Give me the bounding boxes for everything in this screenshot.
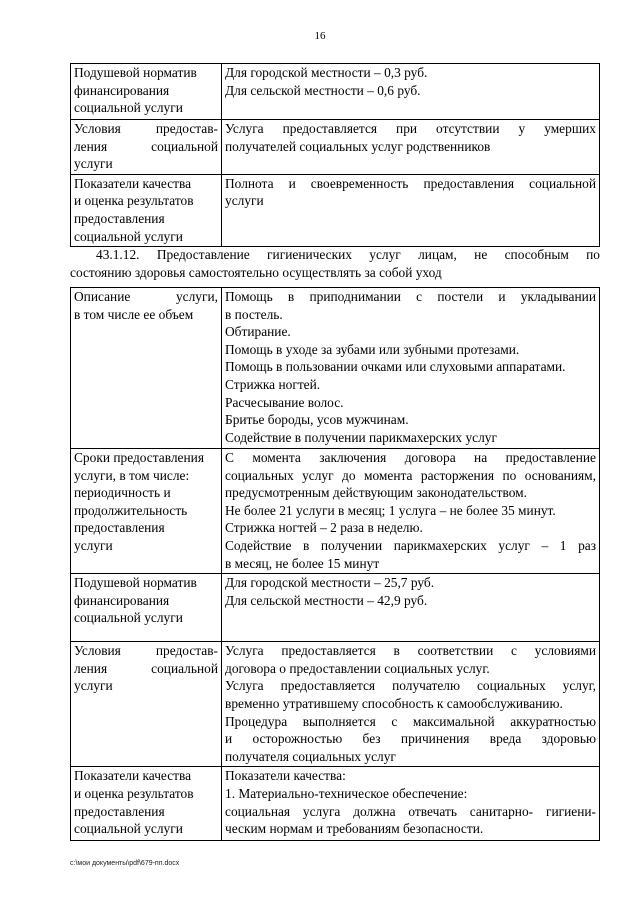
text-line: Сроки предоставления	[74, 450, 204, 465]
row-value	[222, 288, 600, 449]
text-line: социальной услуги	[74, 821, 183, 837]
text-line: Показатели качества	[74, 768, 192, 784]
text-line: Не более 21 услуги в месяц; 1 услуга – не более 35 минут.	[225, 502, 556, 518]
text-line: услуги	[74, 678, 113, 694]
table-row	[71, 642, 600, 767]
text-line: услуги	[74, 156, 113, 172]
text-line: Стрижка ногтей – 2 раза в неделю.	[225, 520, 423, 536]
row-label	[71, 120, 222, 175]
text-line: Условия предостав-	[74, 121, 218, 136]
text-line: Для городской местности – 0,3 руб.	[225, 65, 428, 80]
text-line: услуги	[225, 193, 264, 209]
text-line: предоставления	[74, 210, 165, 226]
text-line: социальной услуги	[74, 100, 183, 116]
text-line: Услуга предоставляется получателю социальных услуг,	[225, 678, 596, 694]
text-line: Стрижка ногтей.	[225, 376, 321, 392]
text-line: получателя социальных услуг	[225, 748, 396, 764]
text-line: социальной услуги	[74, 228, 183, 244]
row-label	[71, 574, 222, 642]
text-line: и осторожностью без причинения вреда здоровью	[225, 731, 596, 747]
text-line: Помощь в пользовании очками или слуховыми аппаратами.	[225, 359, 566, 375]
table-row	[71, 64, 600, 120]
table-row	[71, 120, 600, 175]
row-label	[71, 174, 222, 246]
text-line: 1. Материально-техническое обеспечение:	[225, 785, 468, 801]
text-line: Содействие в получении парикмахерских услуг – 1 раз	[225, 537, 596, 553]
row-label	[71, 642, 222, 767]
text-line: социальной услуги	[74, 610, 183, 626]
text-line: Бритье бороды, усов мужчинам.	[225, 412, 409, 428]
text-line: предоставления	[74, 803, 165, 819]
row-value	[222, 174, 600, 246]
text-line: Для городской местности – 25,7 руб.	[225, 575, 435, 591]
text-line: Полнота и своевременность предоставления социальной	[225, 175, 596, 191]
text-line: и оценка результатов	[74, 193, 194, 209]
text-line: Услуга предоставляется в соответствии с условиями	[225, 643, 596, 659]
row-label	[71, 64, 222, 120]
text-line: договора о предоставлении социальных услуг.	[225, 660, 490, 676]
section-heading	[70, 246, 600, 282]
table-row	[71, 449, 600, 574]
text-line: продолжительность	[74, 502, 188, 518]
row-value	[222, 64, 600, 120]
text-line: Показатели качества	[74, 175, 192, 191]
text-line: социальных услуг до момента расторжения по основаниям,	[225, 467, 596, 483]
page-number: 16	[314, 30, 326, 42]
text-line: Услуга предоставляется при отсутствии у умерших	[225, 121, 596, 136]
table-row	[71, 174, 600, 246]
text-line: периодичность и	[74, 485, 171, 501]
text-line: Подушевой норматив	[74, 65, 197, 80]
text-line: в том числе ее объем	[74, 306, 194, 322]
text-line: Процедура выполняется с максимальной аккуратностью	[225, 713, 596, 729]
text-line: Содействие в получении парикмахерских услуг	[225, 429, 497, 445]
row-label	[71, 288, 222, 449]
text-line: ческим нормам и требованиям безопасности.	[225, 821, 484, 837]
text-line: услуги, в том числе:	[74, 467, 190, 483]
text-line: Помощь в уходе за зубами или зубными протезами.	[225, 341, 520, 357]
text-line: Условия предостав-	[74, 643, 218, 659]
text-line: услуги	[74, 537, 113, 553]
table-row	[71, 288, 600, 449]
row-label	[71, 449, 222, 574]
row-value	[222, 642, 600, 767]
text-line: Для сельской местности – 0,6 руб.	[225, 82, 421, 98]
row-label	[71, 767, 222, 841]
text-line: ления социальной	[74, 660, 218, 676]
text-line: С момента заключения договора на предоставление	[225, 450, 596, 465]
text-line: временно утратившему способность к самообслуживанию.	[225, 695, 563, 711]
text-line: Подушевой норматив	[74, 575, 197, 591]
text-line: и оценка результатов	[74, 785, 194, 801]
text-line: предоставления	[74, 520, 165, 536]
text-line: Для сельской местности – 42,9 руб.	[225, 592, 428, 608]
text-line: 43.1.12. Предоставление гигиенических услуг лицам, не способным по	[96, 247, 600, 262]
text-line: в постель.	[225, 306, 283, 322]
text-line: в месяц, не более 15 минут	[225, 555, 380, 571]
services-table-continued	[70, 63, 600, 247]
text-line: Помощь в приподнимании с постели и укладывании	[225, 289, 596, 304]
text-line: социальная услуга должна отвечать санитарно- гигиени-	[225, 803, 596, 819]
text-line: Обтирание.	[225, 324, 291, 340]
text-line: Расчесывание волос.	[225, 394, 344, 410]
services-table-hygiene	[70, 287, 600, 841]
text-line: состоянию здоровья самостоятельно осуществлять за собой уход	[70, 265, 442, 280]
row-value	[222, 767, 600, 841]
table-row	[71, 574, 600, 642]
row-value	[222, 120, 600, 175]
text-line: получателей социальных услуг родственников	[225, 138, 491, 154]
text-line: ления социальной	[74, 138, 218, 154]
text-line: предусмотренным действующим законодательством.	[225, 485, 527, 501]
text-line: финансирования	[74, 82, 170, 98]
footer-file-path: c:\мои документы\pdf\679-пп.docx	[70, 860, 180, 867]
row-value	[222, 574, 600, 642]
text-line: Показатели качества:	[225, 768, 346, 784]
row-value	[222, 449, 600, 574]
text-line: Описание услуги,	[74, 289, 218, 304]
text-line: финансирования	[74, 592, 170, 608]
table-row	[71, 767, 600, 841]
